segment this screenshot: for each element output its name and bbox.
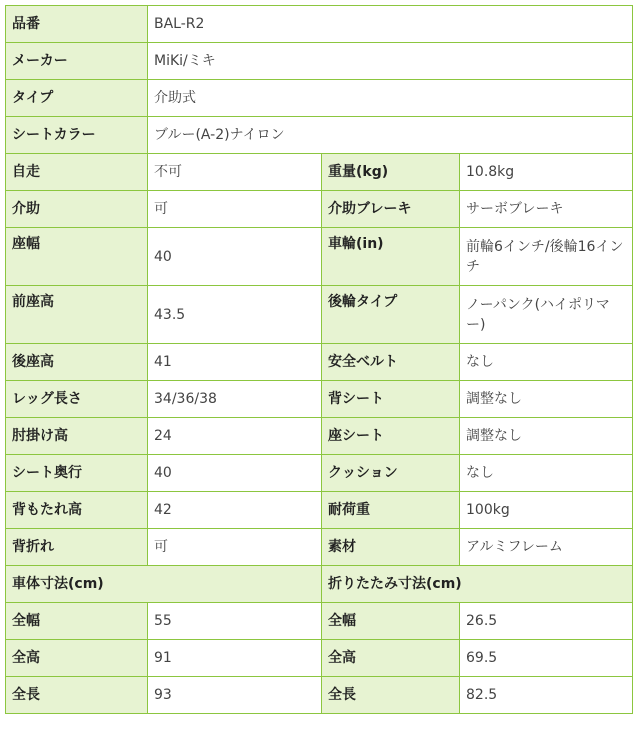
spec-table (5, 5, 633, 714)
row-label: シート奥行 (6, 455, 148, 492)
table-row (6, 492, 633, 529)
table-row (6, 191, 633, 228)
row-label: 重量(kg) (322, 154, 460, 191)
section-header-body-size: 車体寸法(cm) (6, 566, 322, 603)
row-value: 40 (148, 455, 322, 492)
row-value: 55 (148, 603, 322, 640)
row-value: 10.8kg (460, 154, 633, 191)
row-value: 41 (148, 344, 322, 381)
row-label: 前座高 (6, 286, 148, 344)
row-value: 93 (148, 677, 322, 714)
row-label: 全長 (322, 677, 460, 714)
row-value: 43.5 (148, 286, 322, 344)
row-value: 不可 (148, 154, 322, 191)
table-row (6, 154, 633, 191)
row-value: 91 (148, 640, 322, 677)
table-row (6, 529, 633, 566)
row-label: 全幅 (322, 603, 460, 640)
row-value: 介助式 (148, 80, 633, 117)
table-row (6, 80, 633, 117)
row-label: メーカー (6, 43, 148, 80)
row-value: なし (460, 344, 633, 381)
row-label: 座幅 (6, 228, 148, 286)
row-label: 自走 (6, 154, 148, 191)
row-label: 座シート (322, 418, 460, 455)
row-value: 調整なし (460, 418, 633, 455)
table-row (6, 6, 633, 43)
table-row (6, 344, 633, 381)
table-row (6, 43, 633, 80)
row-value: 100kg (460, 492, 633, 529)
table-row (6, 603, 633, 640)
row-label: シートカラー (6, 117, 148, 154)
row-value: 82.5 (460, 677, 633, 714)
row-value: 40 (148, 228, 322, 286)
row-value: なし (460, 455, 633, 492)
row-label: 背折れ (6, 529, 148, 566)
row-label: 後座高 (6, 344, 148, 381)
row-label: 後輪タイプ (322, 286, 460, 344)
row-value: 調整なし (460, 381, 633, 418)
row-value: 34/36/38 (148, 381, 322, 418)
table-row (6, 286, 633, 344)
row-value: 24 (148, 418, 322, 455)
row-value: 69.5 (460, 640, 633, 677)
row-label: 耐荷重 (322, 492, 460, 529)
row-value: 42 (148, 492, 322, 529)
row-label: 全幅 (6, 603, 148, 640)
row-label: 介助 (6, 191, 148, 228)
row-value: MiKi/ミキ (148, 43, 633, 80)
row-label: 素材 (322, 529, 460, 566)
row-value: 前輪6インチ/後輪16インチ (460, 228, 633, 286)
table-row (6, 455, 633, 492)
row-label: 車輪(in) (322, 228, 460, 286)
row-value: ノーパンク(ハイポリマー) (460, 286, 633, 344)
table-row (6, 228, 633, 286)
row-label: 全高 (6, 640, 148, 677)
row-value: サーボブレーキ (460, 191, 633, 228)
table-row (6, 418, 633, 455)
row-label: 背シート (322, 381, 460, 418)
table-row (6, 381, 633, 418)
row-label: 背もたれ高 (6, 492, 148, 529)
row-label: クッション (322, 455, 460, 492)
row-value: 可 (148, 529, 322, 566)
row-value: BAL-R2 (148, 6, 633, 43)
row-label: 肘掛け高 (6, 418, 148, 455)
row-label: レッグ長さ (6, 381, 148, 418)
row-value: アルミフレーム (460, 529, 633, 566)
table-row (6, 677, 633, 714)
table-row (6, 640, 633, 677)
section-header-folded-size: 折りたたみ寸法(cm) (322, 566, 633, 603)
row-value: ブルー(A-2)ナイロン (148, 117, 633, 154)
row-label: 安全ベルト (322, 344, 460, 381)
row-label: タイプ (6, 80, 148, 117)
row-label: 全高 (322, 640, 460, 677)
table-row (6, 117, 633, 154)
row-label: 品番 (6, 6, 148, 43)
row-label: 介助ブレーキ (322, 191, 460, 228)
row-value: 可 (148, 191, 322, 228)
row-value: 26.5 (460, 603, 633, 640)
section-header-row (6, 566, 633, 603)
row-label: 全長 (6, 677, 148, 714)
